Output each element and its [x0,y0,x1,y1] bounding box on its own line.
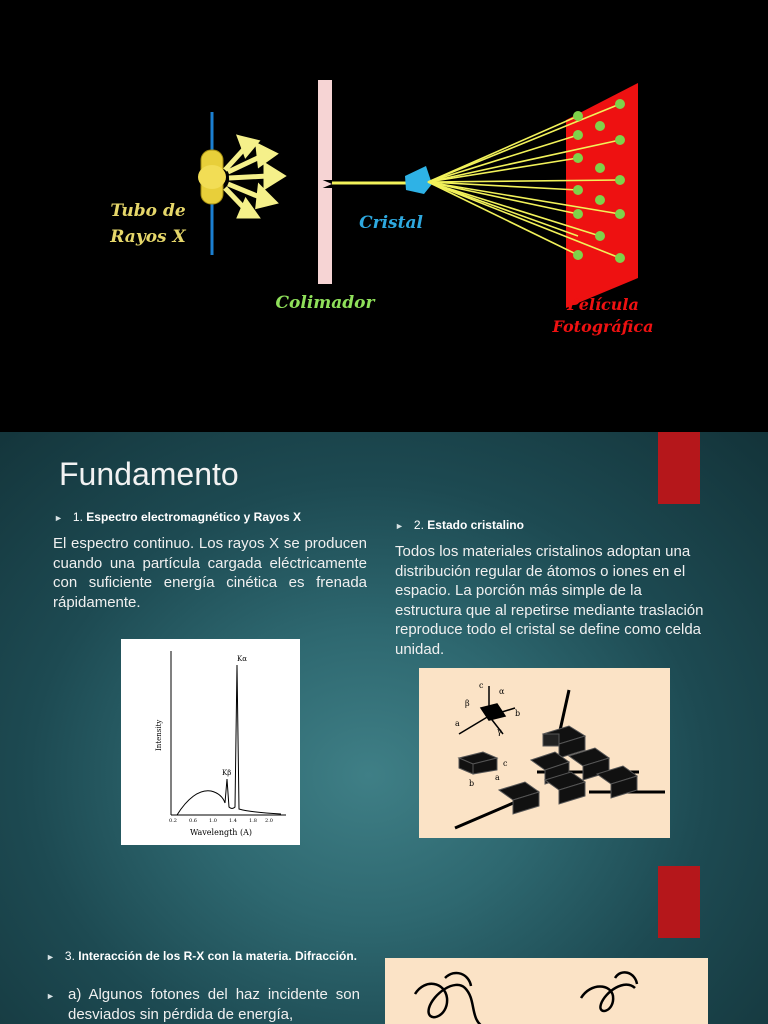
section1-number: 1. [72,510,87,524]
section2-heading [395,518,695,532]
label-alpha: α [499,687,505,696]
x-tick: 0.6 [189,818,197,824]
scattering-svg [385,958,708,1024]
bullet-arrow-icon: ► [54,513,63,523]
x-axis-label: Wavelength (A) [189,828,253,837]
label-beta: β [465,699,470,708]
label-gamma: γ [497,727,502,736]
unit-cell-svg [419,668,670,838]
crystal-icon [405,166,432,194]
collimator-label: Colimador [275,293,375,313]
slide-title: Fundamento [59,456,239,492]
section1-heading [54,510,374,524]
diagram-svg [0,0,768,432]
label-b: b [515,709,521,718]
red-accent-tab-top [658,432,700,504]
section2-number: 2. [413,518,428,532]
bullet-arrow-icon: ► [46,952,55,962]
section1-text: El espectro continuo. Los rayos X se producen cuando una partícula cargada eléctricamente con suficiente energía cinética es frenada rápidamente. [53,535,367,611]
bullet-arrow-icon: ► [395,521,404,531]
tube-label-line1: Tubo de [110,201,186,221]
scattering-diagram [385,958,708,1024]
x-tick: 2.0 [265,818,273,824]
section2-text: Todos los materiales cristalinos adoptan una distribución regular de átomos o iones en el espacio. La porción más simple de la estructura que al repetirse mediante traslación reproduce todo el cristal se define como celda unidad. [395,543,704,658]
label-a: a [455,719,460,728]
unit-cell-diagram [419,668,670,838]
section3-number: 3. [64,949,79,963]
label-a2: a [495,773,500,782]
section1-title: Espectro electromagnético y Rayos X [86,510,302,524]
film-label-line1: Película [567,295,639,314]
section3-bullet [46,988,66,1002]
peak-beta-label: Kβ [222,769,232,777]
tube-label-line2: Rayos X [110,227,186,247]
section3-heading [46,949,366,965]
crystal-label: Cristal [359,213,423,233]
x-tick: 1.8 [249,818,257,824]
emitted-rays [225,138,282,216]
xray-tube-icon [198,112,226,255]
section2-title: Estado cristalino [427,518,524,532]
y-axis-label: Intensity [155,719,163,751]
xray-diffraction-diagram [0,0,768,432]
bullet-arrow-icon: ► [46,991,55,1001]
peak-alpha-label: Kα [237,655,247,663]
section3-text: a) Algunos fotones del haz incidente son desviados sin pérdida de energía, [68,986,360,1023]
x-tick: 1.4 [229,818,237,824]
label-c: c [479,681,484,690]
x-tick: 0.2 [169,818,177,824]
collimator-icon [318,80,332,284]
red-accent-tab-bottom [658,866,700,938]
slide-fundamento [0,432,768,1024]
section3-title: Interacción de los R-X con la materia. Difracción. [78,949,358,963]
x-tick: 1.0 [209,818,217,824]
label-c2: c [503,759,508,768]
spectrum-chart-svg [121,639,300,845]
spectrum-chart [121,639,300,845]
label-b2: b [469,779,475,788]
film-label-line2: Fotográfica [552,317,654,336]
